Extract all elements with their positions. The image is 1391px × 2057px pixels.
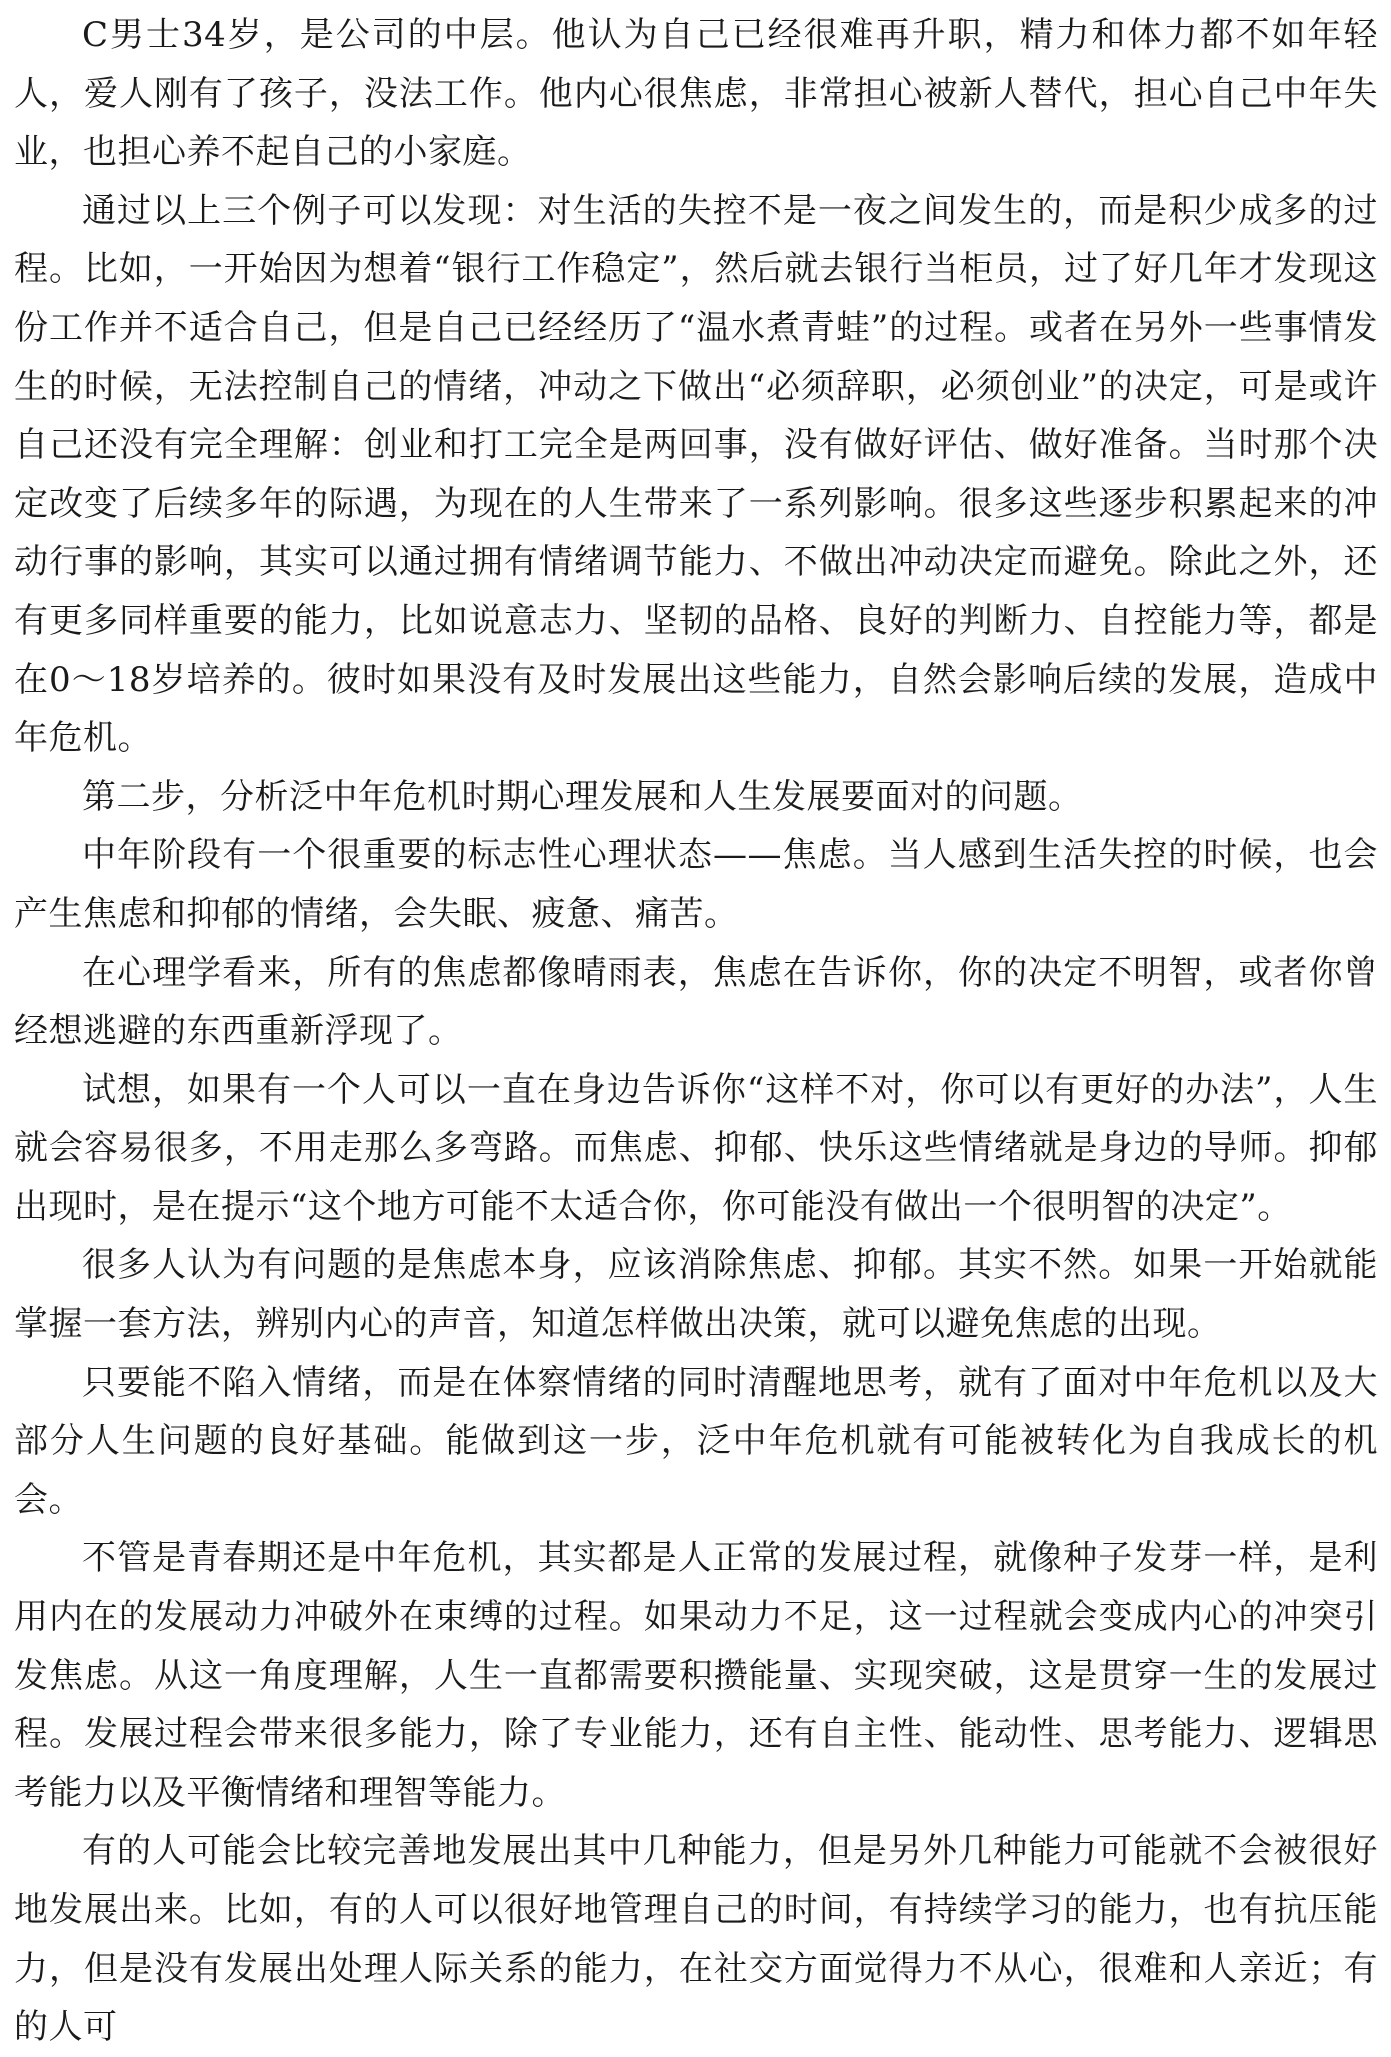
paragraph-barometer: 在心理学看来，所有的焦虑都像晴雨表，焦虑在告诉你，你的决定不明智，或者你曾经想逃避的东西重新浮现了。 <box>14 952 1378 1052</box>
paragraph-anxiety-marker: 中年阶段有一个很重要的标志性心理状态——焦虑。当人感到生活失控的时候，也会产生焦虑和抑郁的情绪，会失眠、疲惫、痛苦。 <box>14 835 1378 934</box>
document-page <box>14 6 1378 2057</box>
paragraph-loss-of-control: 通过以上三个例子可以发现：对生活的失控不是一夜之间发生的，而是积少成多的过程。比如，一开始因为想着“银行工作稳定”，然后就去银行当柜员，过了好几年才发现这份工作并不适合自己，但是自己已经经历了“温水煮青蛙”的过程。或者在另外一些事情发生的时候，无法控制自己的情绪，冲动之下做出“必须辞职，必须创业”的决定，可是或许自己还没有完全理解：创业和打工完全是两回事，没有做好评估、做好准备。当时那个决定改变了后续多年的际遇，为现在的人生带来了一系列影响。很多这些逐步积累起来的冲动行事的影响，其实可以通过拥有情绪调节能力、不做出冲动决定而避免。除此之外，还有更多同样重要的能力，比如说意志力、坚韧的品格、良好的判断力、自控能力等，都是在0～18岁培养的。彼时如果没有及时发展出这些能力，自然会影响后续的发展，造成中年危机。 <box>14 190 1378 759</box>
paragraph-step-two: 第二步，分析泛中年危机时期心理发展和人生发展要面对的问题。 <box>82 776 1083 817</box>
paragraph-development-process: 不管是青春期还是中年危机，其实都是人正常的发展过程，就像种子发芽一样，是利用内在的发展动力冲破外在束缚的过程。如果动力不足，这一过程就会变成内心的冲突引发焦虑。从这一角度理解，人生一直都需要积攒能量、实现突破，这是贯穿一生的发展过程。发展过程会带来很多能力，除了专业能力，还有自主性、能动性、思考能力、逻辑思考能力以及平衡情绪和理智等能力。 <box>14 1538 1378 1813</box>
paragraph-avoid-anxiety: 很多人认为有问题的是焦虑本身，应该消除焦虑、抑郁。其实不然。如果一开始就能掌握一套方法，辨别内心的声音，知道怎样做出决策，就可以避免焦虑的出现。 <box>14 1245 1378 1345</box>
paragraph-emotions-mentor: 试想，如果有一个人可以一直在身边告诉你“这样不对，你可以有更好的办法”，人生就会容易很多，不用走那么多弯路。而焦虑、抑郁、快乐这些情绪就是身边的导师。抑郁出现时，是在提示“这个地方可能不太适合你，你可能没有做出一个很明智的决定”。 <box>14 1069 1378 1227</box>
paragraph-growth-opportunity: 只要能不陷入情绪，而是在体察情绪的同时清醒地思考，就有了面对中年危机以及大部分人生问题的良好基础。能做到这一步，泛中年危机就有可能被转化为自我成长的机会。 <box>14 1362 1378 1520</box>
paragraph-uneven-abilities: 有的人可能会比较完善地发展出其中几种能力，但是另外几种能力可能就不会被很好地发展出来。比如，有的人可以很好地管理自己的时间，有持续学习的能力，也有抗压能力，但是没有发展出处理人际关系的能力，在社交方面觉得力不从心，很难和人亲近；有的人可 <box>14 1831 1378 2048</box>
paragraph-c-case: C男士34岁，是公司的中层。他认为自己已经很难再升职，精力和体力都不如年轻人，爱人刚有了孩子，没法工作。他内心很焦虑，非常担心被新人替代，担心自己中年失业，也担心养不起自己的小家庭。 <box>14 15 1378 173</box>
